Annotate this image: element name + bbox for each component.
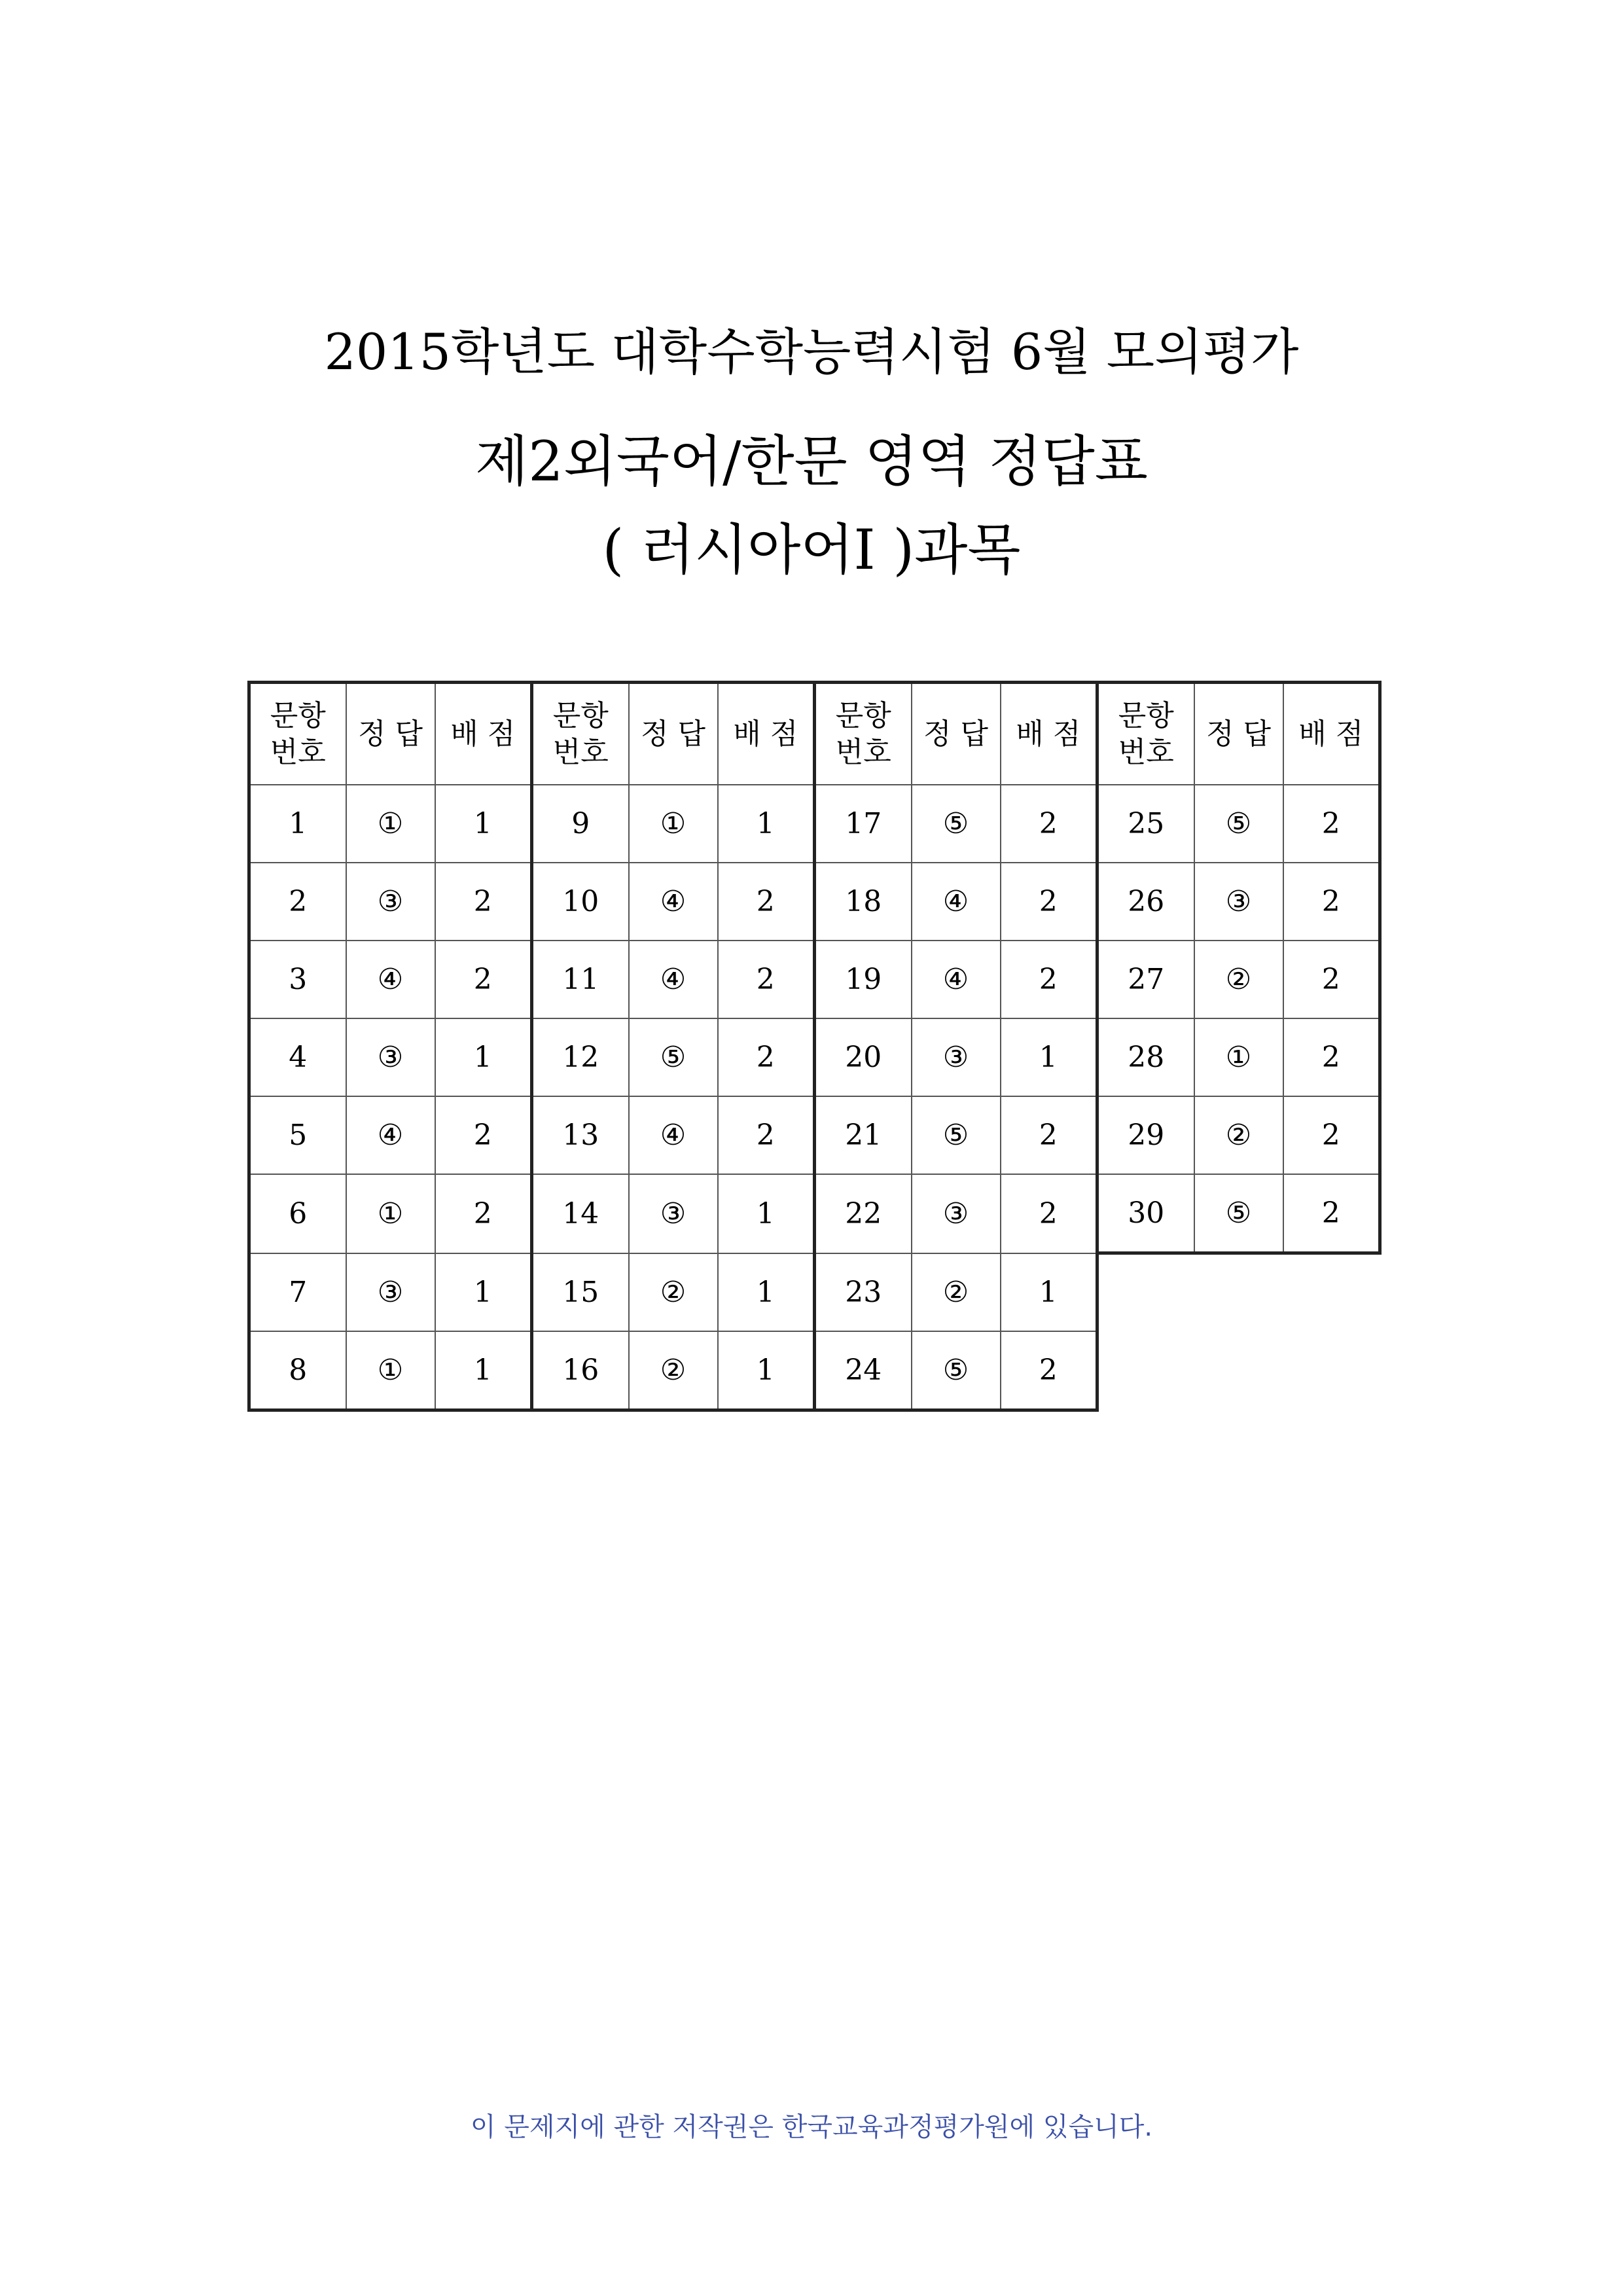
answer-cell: ④	[629, 941, 718, 1018]
points-cell: 1	[718, 1331, 815, 1410]
answer-cell: ②	[629, 1331, 718, 1410]
answer-cell: ④	[346, 941, 435, 1018]
question-number-cell: 21	[815, 1096, 912, 1174]
answer-cell: ⑤	[1194, 785, 1283, 863]
points-cell: 1	[435, 1018, 532, 1096]
header-answer: 정 답	[346, 683, 435, 785]
question-number-cell: 6	[249, 1174, 346, 1253]
answer-cell: ③	[912, 1174, 1001, 1253]
header-answer: 정 답	[912, 683, 1001, 785]
answer-cell: ①	[629, 785, 718, 863]
header-points: 배 점	[435, 683, 532, 785]
question-number-cell: 20	[815, 1018, 912, 1096]
answer-cell: ⑤	[912, 1096, 1001, 1174]
question-number-cell: 16	[532, 1331, 629, 1410]
points-cell: 2	[435, 863, 532, 941]
answer-cell: ③	[629, 1174, 718, 1253]
header-points: 배 점	[1001, 683, 1097, 785]
answer-cell: ⑤	[1194, 1174, 1283, 1253]
question-number-cell: 13	[532, 1096, 629, 1174]
answer-cell: ④	[346, 1096, 435, 1174]
points-cell: 2	[718, 941, 815, 1018]
points-cell: 1	[435, 1253, 532, 1332]
header-question-number: 문항 번호	[249, 683, 346, 785]
question-number-cell: 7	[249, 1253, 346, 1332]
answer-cell: ④	[629, 863, 718, 941]
points-cell: 2	[1001, 1331, 1097, 1410]
empty-cell	[1097, 1331, 1194, 1410]
table-row	[249, 941, 1380, 1018]
answer-cell: ②	[629, 1253, 718, 1332]
header-answer: 정 답	[1194, 683, 1283, 785]
question-number-cell: 28	[1097, 1018, 1194, 1096]
question-number-cell: 30	[1097, 1174, 1194, 1253]
answer-cell: ①	[346, 785, 435, 863]
header-answer: 정 답	[629, 683, 718, 785]
points-cell: 2	[1001, 785, 1097, 863]
answer-cell: ⑤	[912, 785, 1001, 863]
question-number-cell: 18	[815, 863, 912, 941]
points-cell: 1	[718, 1174, 815, 1253]
header-question-number: 문항 번호	[532, 683, 629, 785]
answer-cell: ①	[346, 1174, 435, 1253]
question-number-cell: 26	[1097, 863, 1194, 941]
points-cell: 2	[1283, 863, 1380, 941]
answer-cell: ①	[346, 1331, 435, 1410]
question-number-cell: 22	[815, 1174, 912, 1253]
points-cell: 2	[1283, 1174, 1380, 1253]
points-cell: 2	[1283, 941, 1380, 1018]
question-number-cell: 15	[532, 1253, 629, 1332]
question-number-cell: 19	[815, 941, 912, 1018]
points-cell: 2	[435, 1096, 532, 1174]
question-number-cell: 25	[1097, 785, 1194, 863]
points-cell: 2	[1001, 941, 1097, 1018]
question-number-cell: 5	[249, 1096, 346, 1174]
points-cell: 1	[718, 1253, 815, 1332]
table-row	[249, 785, 1380, 863]
points-cell: 2	[1283, 1018, 1380, 1096]
points-cell: 2	[435, 941, 532, 1018]
question-number-cell: 9	[532, 785, 629, 863]
answer-cell: ⑤	[912, 1331, 1001, 1410]
empty-cell	[1194, 1253, 1283, 1332]
question-number-cell: 8	[249, 1331, 346, 1410]
answer-cell: ③	[346, 1018, 435, 1096]
table-row	[249, 1018, 1380, 1096]
question-number-cell: 17	[815, 785, 912, 863]
question-number-cell: 27	[1097, 941, 1194, 1018]
points-cell: 2	[718, 1018, 815, 1096]
answer-cell: ③	[346, 1253, 435, 1332]
answer-key-title: 제2외국어/한문 영역 정답표	[475, 429, 1148, 493]
answer-cell: ②	[912, 1253, 1001, 1332]
answer-cell: ④	[912, 941, 1001, 1018]
points-cell: 1	[1001, 1018, 1097, 1096]
points-cell: 2	[435, 1174, 532, 1253]
answer-cell: ③	[912, 1018, 1001, 1096]
answer-cell: ④	[629, 1096, 718, 1174]
header-question-number: 문항 번호	[815, 683, 912, 785]
question-number-cell: 3	[249, 941, 346, 1018]
answer-cell: ③	[1194, 863, 1283, 941]
points-cell: 2	[1283, 1096, 1380, 1174]
points-cell: 2	[1283, 785, 1380, 863]
question-number-cell: 23	[815, 1253, 912, 1332]
points-cell: 2	[1001, 1174, 1097, 1253]
question-number-cell: 4	[249, 1018, 346, 1096]
question-number-cell: 14	[532, 1174, 629, 1253]
copyright-notice: 이 문제지에 관한 저작권은 한국교육과정평가원에 있습니다.	[470, 2112, 1153, 2142]
points-cell: 1	[718, 785, 815, 863]
table-row	[249, 1331, 1380, 1410]
answer-cell: ②	[1194, 1096, 1283, 1174]
question-number-cell: 29	[1097, 1096, 1194, 1174]
header-points: 배 점	[718, 683, 815, 785]
table-row	[249, 1096, 1380, 1174]
points-cell: 2	[718, 1096, 815, 1174]
question-number-cell: 12	[532, 1018, 629, 1096]
table-header-row	[249, 683, 1380, 785]
answer-cell: ④	[912, 863, 1001, 941]
points-cell: 2	[1001, 1096, 1097, 1174]
table-row	[249, 1253, 1380, 1332]
question-number-cell: 2	[249, 863, 346, 941]
empty-cell	[1194, 1331, 1283, 1410]
exam-title: 2015학년도 대학수학능력시험 6월 모의평가	[324, 323, 1299, 381]
question-number-cell: 11	[532, 941, 629, 1018]
question-number-cell: 24	[815, 1331, 912, 1410]
answer-cell: ②	[1194, 941, 1283, 1018]
points-cell: 1	[435, 1331, 532, 1410]
table-row	[249, 1174, 1380, 1253]
empty-cell	[1283, 1253, 1380, 1332]
points-cell: 1	[1001, 1253, 1097, 1332]
answer-cell: ③	[346, 863, 435, 941]
empty-cell	[1097, 1253, 1194, 1332]
answer-table	[247, 681, 1382, 1412]
subject-title: ( 러시아어Ⅰ )과목	[602, 518, 1021, 582]
answer-cell: ①	[1194, 1018, 1283, 1096]
header-points: 배 점	[1283, 683, 1380, 785]
points-cell: 2	[718, 863, 815, 941]
empty-cell	[1283, 1331, 1380, 1410]
question-number-cell: 1	[249, 785, 346, 863]
header-question-number: 문항 번호	[1097, 683, 1194, 785]
points-cell: 2	[1001, 863, 1097, 941]
points-cell: 1	[435, 785, 532, 863]
answer-cell: ⑤	[629, 1018, 718, 1096]
question-number-cell: 10	[532, 863, 629, 941]
table-row	[249, 863, 1380, 941]
